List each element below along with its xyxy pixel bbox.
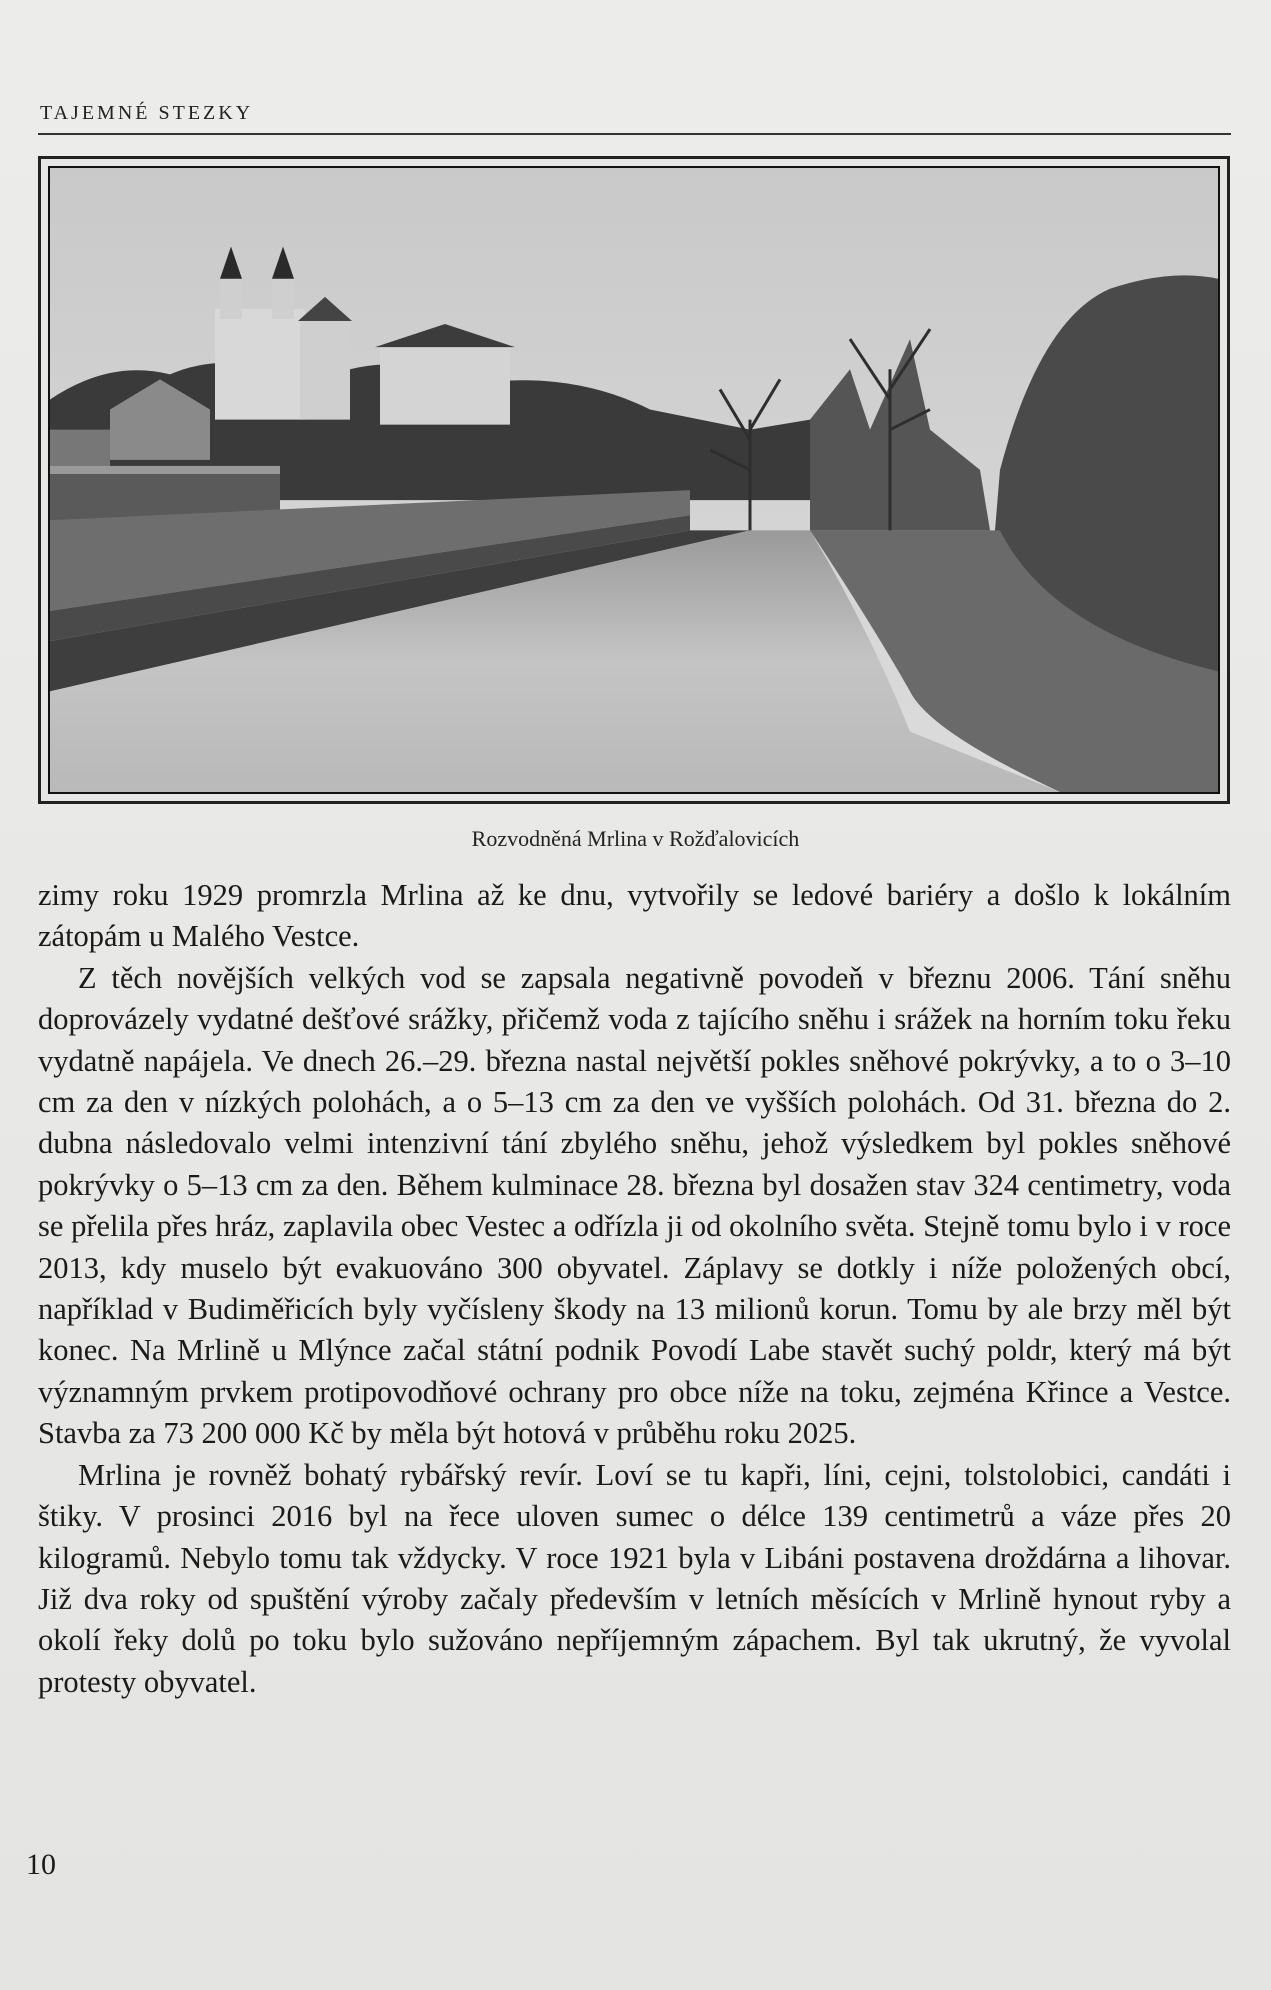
photo-caption: Rozvodněná Mrlina v Rožďalovicích: [471, 826, 800, 851]
page-number: 10: [26, 1848, 56, 1881]
photo-frame: [38, 156, 1230, 804]
paragraph: zimy roku 1929 promrzla Mrlina až ke dnu, vytvořily se ledové bariéry a došlo k lokálním zátopám u Malého Vestce.: [38, 878, 1231, 954]
paragraph: Mrlina je rovněž bohatý rybářský revír. Loví se tu kapři, líni, cejni, tolstolobici, candáti i štiky. V prosinci 2016 byl na řece uloven sumec o délce 139 centimetrů a váze přes 20 kilogramů. Nebylo tomu tak vždycky. V roce 1921 byla v Libáni postavena droždárna a lihovar. Již dva roky od spuštění výroby začaly především v letních měsících v Mrlině hynout ryby a okolí řeky dolů po toku bylo sužováno nepříjemným zápachem. Byl tak ukrutný, že vyvolal protesty obyvatel.: [38, 1457, 1231, 1699]
flooded-river-photo: [50, 168, 1218, 792]
paragraph: Z těch novějších velkých vod se zapsala negativně povodeň v březnu 2006. Tání sněhu doprovázely vydatné dešťové srážky, přičemž voda z tajícího sněhu i srážek na horním toku řeku vydatně napájela. Ve dnech 26.–29. března nastal největší pokles sněhové pokrývky, a to o 3–10 cm za den v nízkých polohách, a o 5–13 cm za den ve vyšších polohách. Od 31. března do 2. dubna následovalo velmi intenzivní tání zbylého sněhu, jehož výsledkem byl pokles sněhové pokrývky o 5–13 cm za den. Během kulminace 28. března byl dosažen stav 324 centimetry, voda se přelila přes hráz, zaplavila obec Vestec a odřízla ji od okolního světa. Stejně tomu bylo i v roce 2013, kdy muselo být evakuováno 300 obyvatel. Záplavy se dotkly i níže položených obcí, například v Budiměřicích byly vyčísleny škody na 13 milionů korun. Tomu by ale brzy měl být konec. Na Mrlině u Mlýnce začal státní podnik Povodí Labe stavět suchý poldr, který má být významným prvkem protipovodňové ochrany pro obce níže na toku, zejména Křince a Vestce. Stavba za 73 200 000 Kč by měla být hotová v průběhu roku 2025.: [38, 960, 1231, 1451]
header-rule: [38, 133, 1231, 135]
body-text: [38, 875, 1231, 1703]
running-head: TAJEMNÉ STEZKY: [40, 102, 254, 124]
photo: [48, 166, 1220, 794]
